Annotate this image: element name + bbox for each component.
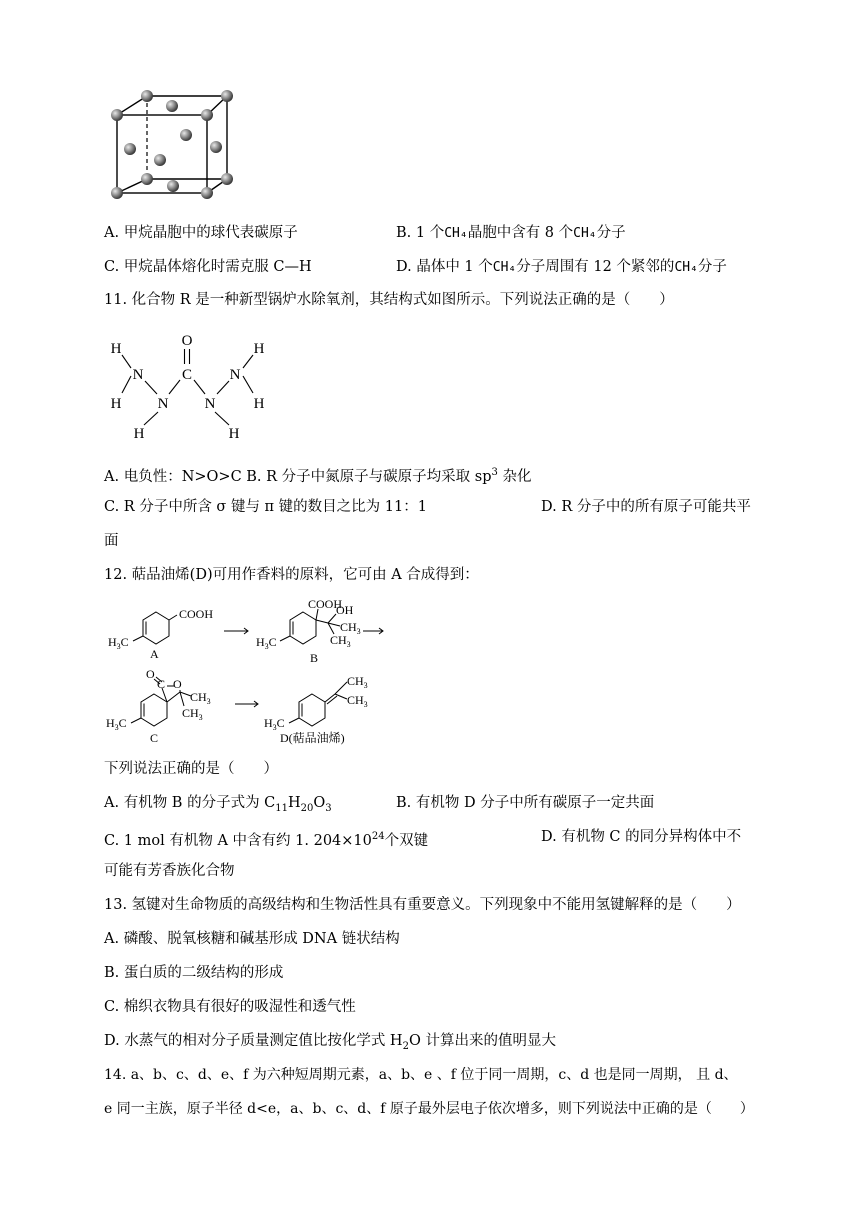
group-ch3-b2: CH: [330, 633, 347, 647]
q11-option-d: D. R 分子中的所有原子可能共平: [541, 499, 751, 515]
q12-synthesis-scheme: [100, 596, 400, 751]
label-b: B: [310, 651, 319, 665]
atom-h: H: [253, 396, 265, 412]
q11-option-c: C. R 分子中所含 σ 键与 π 键的数目之比为 11：1: [104, 499, 427, 515]
svg-text:H3C: $H_3C$: [256, 635, 277, 651]
q13-option-b: B. 蛋白质的二级结构的形成: [104, 965, 284, 981]
q11-option-ab: A. 电负性：N>O>C B. R 分子中氮原子与碳原子均采取 $sp^3$ 杂化: [104, 467, 532, 485]
group-ch3-c: CH: [190, 690, 207, 704]
group-ch3-d2: CH: [347, 693, 364, 707]
svg-text:H3C: $H_3C$: [108, 635, 129, 651]
svg-text:CH3: $CH_3$: [340, 620, 361, 636]
q12-option-d: D. 有机物 C 的同分异构体中不: [541, 829, 742, 845]
group-cooh-b: COOH: [308, 597, 343, 611]
group-o-c2: O: [173, 677, 182, 691]
q13-option-d: D. 水蒸气的相对分子质量测定值比按化学式 $H_2O$ 计算出来的值明显大: [104, 1033, 556, 1052]
q12-option-b: B. 有机物 D 分子中所有碳原子一定共面: [396, 795, 655, 811]
atom-c: C: [181, 367, 193, 383]
group-h3c-c: H: [106, 716, 115, 730]
svg-text:H3C: $H_3C$: [264, 716, 285, 732]
q10-option-a: A. 甲烷晶胞中的球代表碳原子: [104, 225, 298, 241]
group-ch3-b: CH: [340, 620, 357, 634]
group-ch3-c2: CH: [182, 706, 199, 720]
q11-stem: 11. 化合物 R 是一种新型锅炉水除氧剂，其结构式如图所示。下列说法正确的是（ ）: [104, 292, 674, 308]
label-d: D(萜品油烯): [280, 731, 345, 745]
svg-text:H3C: $H_3C$: [106, 716, 127, 732]
atom-n: N: [132, 367, 144, 383]
group-h3c-d: H: [264, 716, 273, 730]
compound-r-structure: [100, 328, 280, 446]
group-c-c: C: [157, 677, 166, 691]
q11-option-d-continued: 面: [104, 533, 119, 549]
group-o-c: O: [146, 667, 155, 681]
atom-n: N: [204, 396, 216, 412]
atom-h: H: [110, 341, 122, 357]
q12-stem: 12. 萜品油烯(D)可用作香料的原料，它可由 A 合成得到：: [104, 567, 479, 583]
atom-o: O: [181, 333, 193, 349]
q14-stem-line1: 14. a、b、c、d、e、f 为六种短周期元素，a、b、e 、f 位于同一周期，c、d 也是同一周期， 且 d、: [104, 1067, 738, 1083]
q14-stem-line2: e 同一主族，原子半径 d<e，a、b、c、d、f 原子最外层电子依次增多，则下列说法中正确的是（ ）: [104, 1101, 754, 1117]
atom-h: H: [253, 341, 265, 357]
atom-n: N: [229, 367, 241, 383]
q10-option-b: B. 1 个CH₄晶胞中含有 8 个CH₄分子: [396, 225, 626, 241]
group-h3c-a: H: [108, 635, 117, 649]
ch4-crystal-cell-figure: [100, 82, 250, 207]
atom-h: H: [228, 426, 240, 442]
label-c: C: [150, 731, 159, 745]
q12-question: 下列说法正确的是（ ）: [104, 761, 278, 777]
group-oh-b: OH: [336, 603, 354, 617]
atom-n: N: [157, 396, 169, 412]
svg-text:CH3: $CH_3$: [190, 690, 211, 706]
q12-option-c: C. 1 mol 有机物 A 中含有约 1. $204\times 10^{24}$个双键: [104, 831, 429, 849]
group-ch3-d: CH: [347, 674, 364, 688]
q13-option-c: C. 棉织衣物具有很好的吸湿性和透气性: [104, 999, 356, 1015]
svg-text:CH3: $CH_3$: [347, 693, 368, 709]
group-h3c-b: H: [256, 635, 265, 649]
q12-option-d-continued: 可能有芳香族化合物: [104, 863, 235, 879]
q12-option-a: A. 有机物 B 的分子式为 $C_{11}H_{20}O_3$: [104, 795, 332, 814]
svg-text:CH3: $CH_3$: [347, 674, 368, 690]
label-a: A: [150, 647, 159, 661]
q10-option-d: D. 晶体中 1 个CH₄分子周围有 12 个紧邻的CH₄分子: [396, 259, 727, 275]
svg-text:CH3: $CH_3$: [182, 706, 203, 722]
group-cooh-a: COOH: [179, 607, 214, 621]
q10-option-c: C. 甲烷晶体熔化时需克服 C—H: [104, 259, 312, 275]
atom-h: H: [133, 426, 145, 442]
q13-option-a: A. 磷酸、脱氧核糖和碱基形成 DNA 链状结构: [104, 931, 400, 947]
svg-text:CH3: $CH_3$: [330, 633, 351, 649]
atom-h: H: [110, 396, 122, 412]
q13-stem: 13. 氢键对生命物质的高级结构和生物活性具有重要意义。下列现象中不能用氢键解释的是（ ）: [104, 897, 741, 913]
